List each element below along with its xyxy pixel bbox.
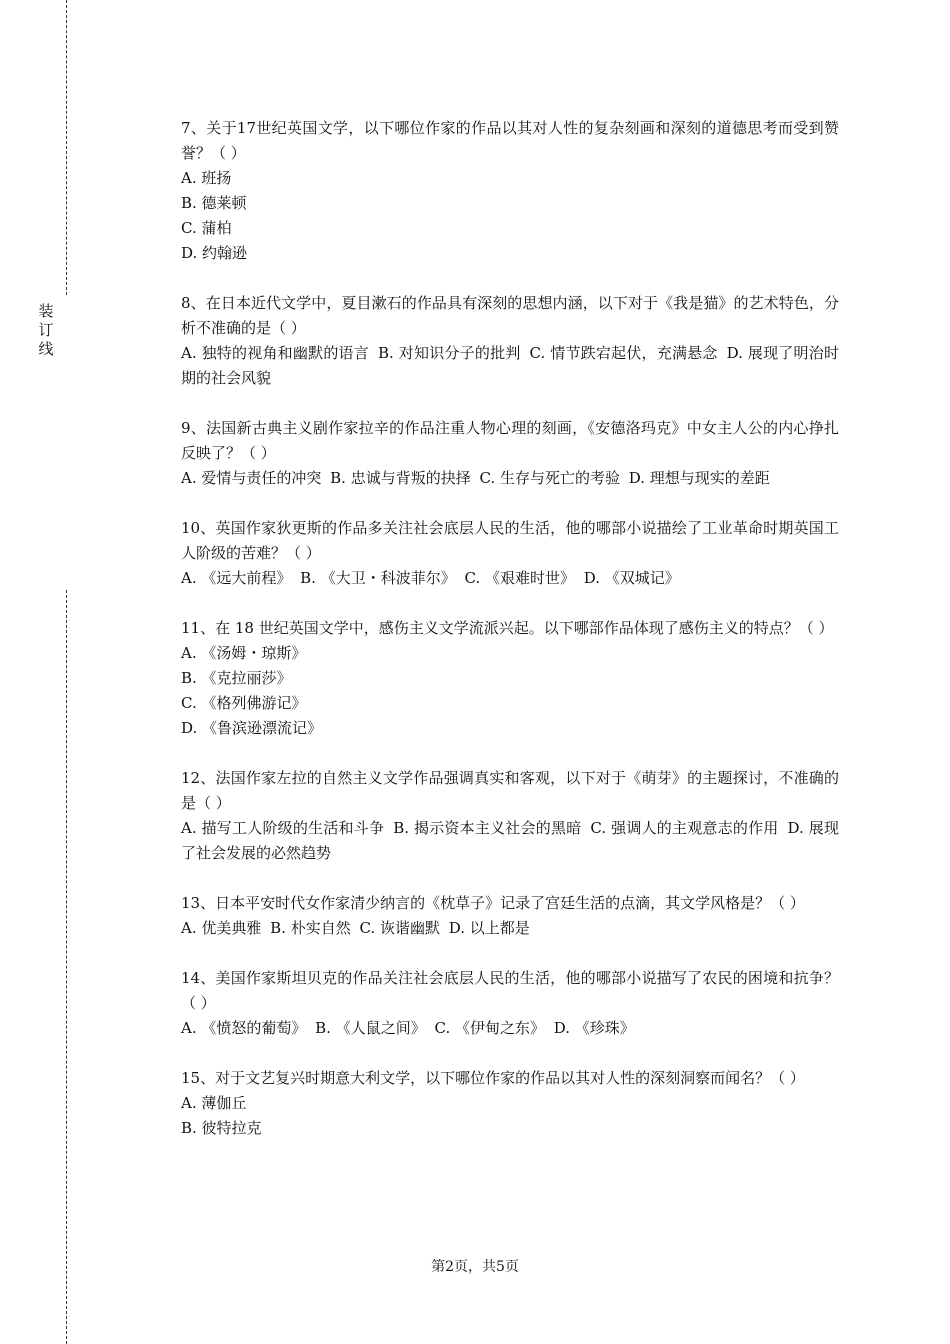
- question-13: [181, 891, 839, 941]
- question-stem: 14、美国作家斯坦贝克的作品关注社会底层人民的生活，他的哪部小说描写了农民的困境和抗争？（ ）: [181, 969, 839, 1012]
- options-inline: [181, 566, 839, 591]
- option-c: C. 诙谐幽默: [359, 919, 440, 937]
- option-a: A. 《愤怒的葡萄》: [181, 1019, 307, 1037]
- question-10: [181, 516, 839, 591]
- question-stem: 8、在日本近代文学中，夏目漱石的作品具有深刻的思想内涵，以下对于《我是猫》的艺术特色，分析不准确的是（ ）: [181, 294, 839, 337]
- option-d: D. 以上都是: [448, 919, 530, 937]
- question-14: [181, 966, 839, 1041]
- option-c: C. 强调人的主观意志的作用: [590, 819, 779, 837]
- option-b: B. 朴实自然: [270, 919, 351, 937]
- question-9: [181, 416, 839, 491]
- option-a: A. 描写工人阶级的生活和斗争: [181, 819, 385, 837]
- question-stem: 11、在 18 世纪英国文学中，感伤主义文学流派兴起。以下哪部作品体现了感伤主义的特点？（ ）: [181, 619, 834, 637]
- option-b: B. 《人鼠之间》: [315, 1019, 426, 1037]
- option-c: C. 《伊甸之东》: [434, 1019, 545, 1037]
- question-stem: 7、关于17世纪英国文学，以下哪位作家的作品以其对人性的复杂刻画和深刻的道德思考而受到赞誉？（ ）: [181, 119, 839, 162]
- options-inline: [181, 466, 839, 491]
- option-d: D. 《鲁滨逊漂流记》: [181, 719, 323, 737]
- option-a: A. 爱情与责任的冲突: [181, 469, 322, 487]
- option-c: C. 《格列佛游记》: [181, 694, 307, 712]
- option-d: D. 《双城记》: [583, 569, 680, 587]
- option-c: C. 蒲柏: [181, 219, 232, 237]
- options-inline: [181, 1016, 839, 1041]
- option-b: B. 彼特拉克: [181, 1119, 262, 1137]
- binding-label-char: 订: [38, 321, 54, 339]
- question-list: [181, 116, 839, 1166]
- option-a: A. 《汤姆・琼斯》: [181, 644, 307, 662]
- option-b: B. 揭示资本主义社会的黑暗: [393, 819, 582, 837]
- option-b: B. 德莱顿: [181, 194, 247, 212]
- option-b: B. 《克拉丽莎》: [181, 669, 292, 687]
- option-c: C. 情节跌宕起伏，充满悬念: [529, 344, 718, 362]
- question-8: [181, 291, 839, 391]
- options-inline: [181, 916, 839, 941]
- options-inline: [181, 341, 839, 391]
- option-d: D. 展现了明治时期的社会风貌: [181, 344, 839, 387]
- question-stem: 15、对于文艺复兴时期意大利文学，以下哪位作家的作品以其对人性的深刻洞察而闻名？（ ）: [181, 1069, 805, 1087]
- option-b: B. 忠诚与背叛的抉择: [330, 469, 471, 487]
- question-11: [181, 616, 839, 741]
- option-c: C. 生存与死亡的考验: [479, 469, 620, 487]
- binding-label: [37, 302, 55, 359]
- options-inline: [181, 816, 839, 866]
- option-c: C. 《艰难时世》: [464, 569, 575, 587]
- question-7: [181, 116, 839, 266]
- option-d: D. 理想与现实的差距: [628, 469, 770, 487]
- binding-label-char: 线: [38, 340, 54, 358]
- option-a: A. 优美典雅: [181, 919, 262, 937]
- page-number: 第2页，共5页: [431, 1259, 519, 1275]
- question-stem: 9、法国新古典主义剧作家拉辛的作品注重人物心理的刻画，《安德洛玛克》中女主人公的内心挣扎反映了？（ ）: [181, 419, 839, 462]
- question-stem: 12、法国作家左拉的自然主义文学作品强调真实和客观，以下对于《萌芽》的主题探讨，不准确的是（ ）: [181, 769, 839, 812]
- option-d: D. 《珍珠》: [553, 1019, 635, 1037]
- option-b: B. 《大卫・科波菲尔》: [300, 569, 456, 587]
- option-d: D. 展现了社会发展的必然趋势: [181, 819, 839, 862]
- option-d: D. 约翰逊: [181, 244, 248, 262]
- question-stem: 10、英国作家狄更斯的作品多关注社会底层人民的生活，他的哪部小说描绘了工业革命时期英国工人阶级的苦难？（ ）: [181, 519, 839, 562]
- option-a: A. 薄伽丘: [181, 1094, 247, 1112]
- question-stem: 13、日本平安时代女作家清少纳言的《枕草子》记录了宫廷生活的点滴，其文学风格是？（ ）: [181, 894, 805, 912]
- binding-label-char: 装: [38, 302, 54, 320]
- option-a: A. 独特的视角和幽默的语言: [181, 344, 369, 362]
- option-a: A. 班扬: [181, 169, 232, 187]
- option-a: A. 《远大前程》: [181, 569, 292, 587]
- option-b: B. 对知识分子的批判: [378, 344, 521, 362]
- question-15: [181, 1066, 839, 1141]
- binding-line-bottom: [66, 590, 67, 1344]
- question-12: [181, 766, 839, 866]
- binding-line-top: [66, 0, 67, 295]
